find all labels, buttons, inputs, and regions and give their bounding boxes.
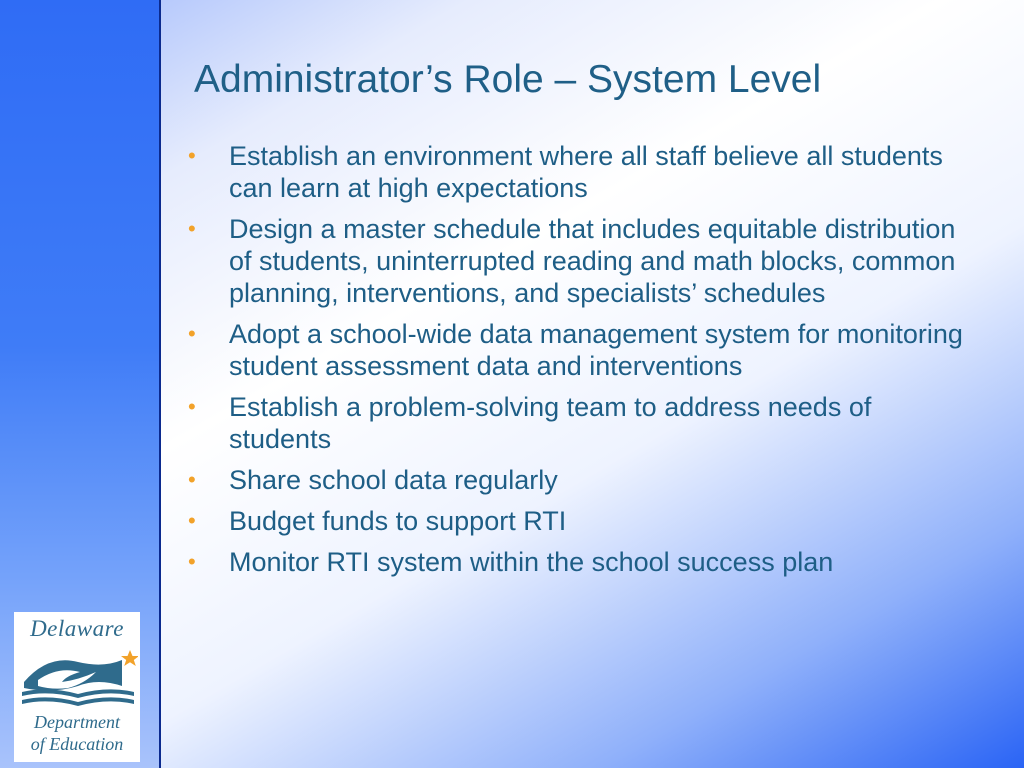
bullet-text: Budget funds to support RTI [229,506,567,536]
bullet-icon: • [188,394,196,419]
bullet-text: Design a master schedule that includes equitable distribution of students, uninterrupted reading and math blocks, common planning, interventions, and specialists’ schedules [229,214,956,308]
bullet-text: Establish an environment where all staff believe all students can learn at high expectations [229,141,943,203]
bullet-icon: • [188,321,196,346]
bullet-item [188,505,978,537]
bullet-item [188,140,978,204]
logo-department-text: Department [34,712,120,732]
bullet-text: Establish a problem-solving team to address needs of students [229,392,872,454]
book-river-star-logo-icon [18,642,138,712]
bullet-item [188,464,978,496]
bullet-item [188,318,978,382]
slide-title: Administrator’s Role – System Level [194,58,822,101]
bullet-text: Adopt a school-wide data management system for monitoring student assessment data and interventions [229,319,963,381]
delaware-doe-logo [14,612,140,762]
bullet-icon: • [188,216,196,241]
bullet-text: Monitor RTI system within the school success plan [229,547,834,577]
left-sidebar-band [0,0,161,768]
bullet-text: Share school data regularly [229,465,558,495]
bullet-item [188,546,978,578]
bullet-icon: • [188,467,196,492]
logo-delaware-text: Delaware [30,616,124,641]
logo-of-education-text: of Education [30,734,124,754]
bullet-icon: • [188,143,196,168]
bullet-icon: • [188,508,196,533]
bullet-list [188,140,978,587]
bullet-icon: • [188,549,196,574]
bullet-item [188,213,978,309]
bullet-item [188,391,978,455]
